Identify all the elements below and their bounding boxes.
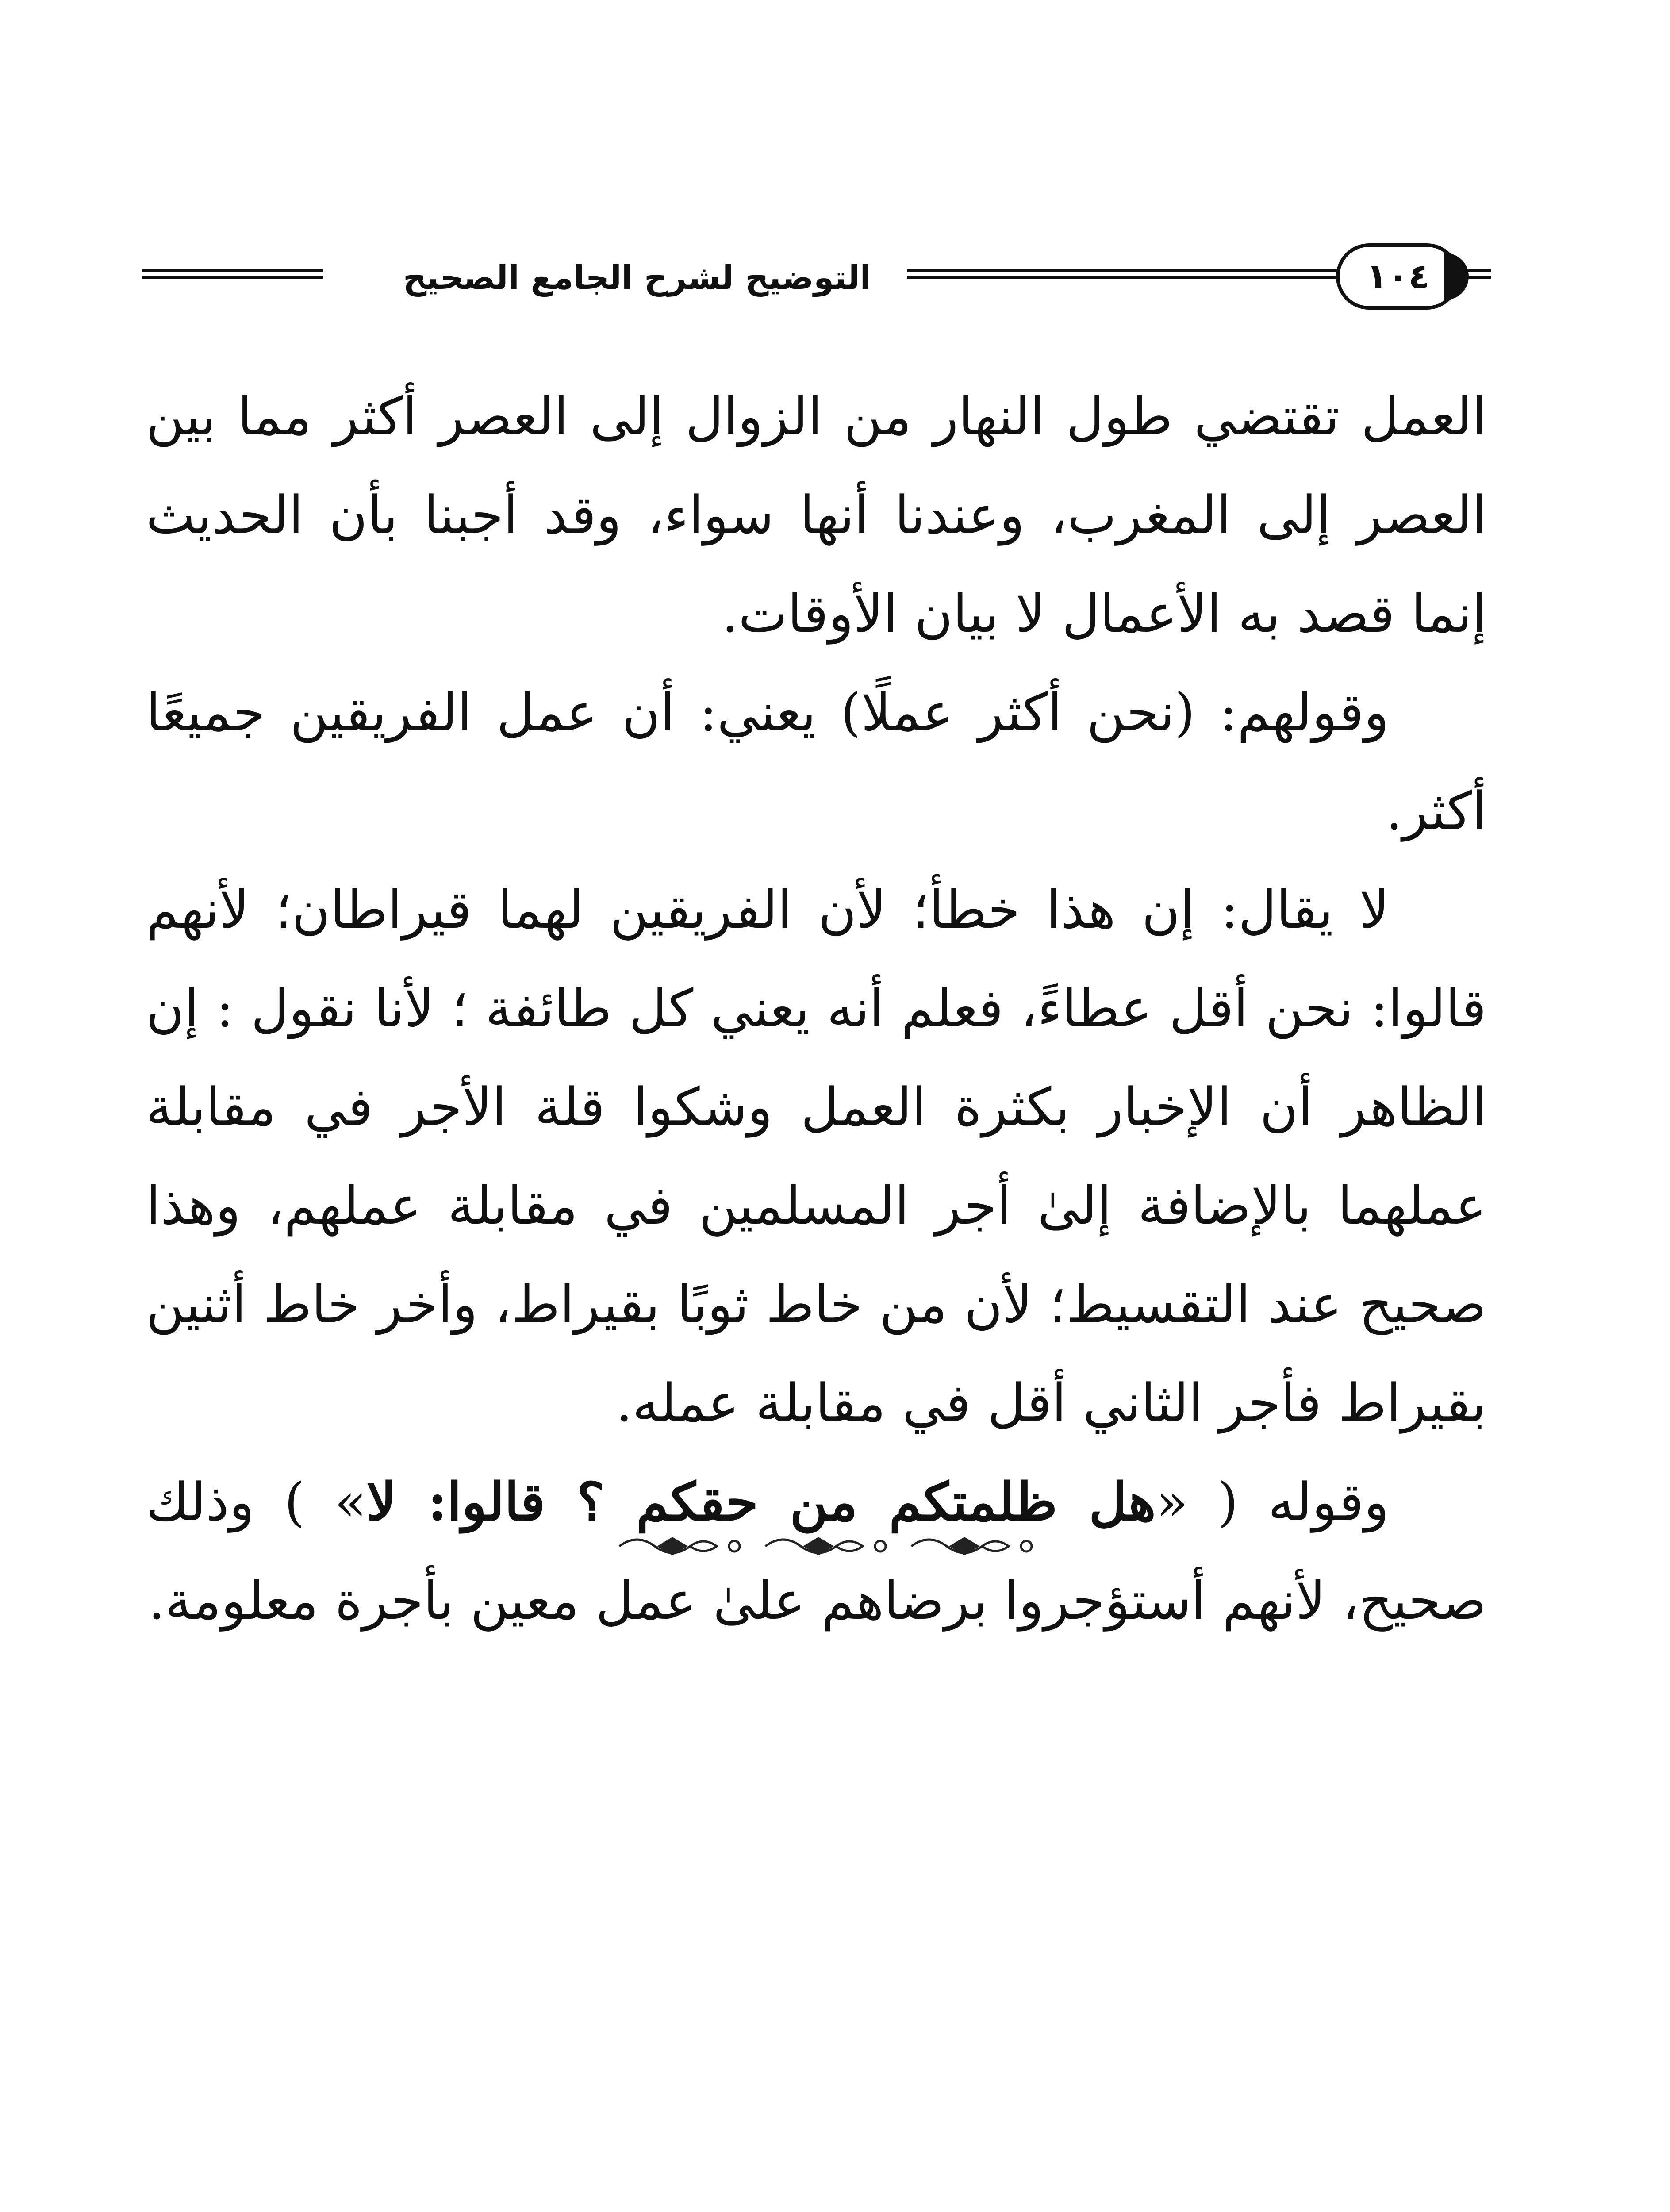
header-rule-right [907,269,1340,279]
paragraph-2: وقولهم: (نحن أكثر عملًا) يعني: أن عمل الفريقين جميعًا أكثر. [146,682,1486,841]
ornament-motif-icon [911,1538,1032,1554]
header-rule-left [142,269,323,279]
section-end-ornament [610,1528,1053,1564]
ornament-motif-icon [765,1538,886,1554]
hadith-quote: هل ظلمتكم من حقكم ؟ قالوا: لا [366,1471,1156,1532]
quote-continuation: » ) وذلك صحيح، لأنهم أستؤجروا برضاهم علىٰ عمل معين بأجرة معلومة. [146,1471,1486,1631]
running-title: التوضيح لشرح الجامع الصحيح [403,259,871,297]
ornament-motif-icon [619,1538,740,1554]
main-text [146,367,1486,1650]
page-number: ١٠٤ [1336,243,1460,310]
paragraph-1: العمل تقتضي طول النهار من الزوال إلى العصر أكثر مما بين العصر إلى المغرب، وعندنا أنها سواء، وقد أجبنا بأن الحديث إنما قصد به الأعمال لا بيان الأوقات. [146,386,1486,644]
page-header [142,241,1491,330]
quote-intro: وقوله ( « [1156,1471,1389,1532]
paragraph-3: لا يقال: إن هذا خطأ؛ لأن الفريقين لهما قيراطان؛ لأنهم قالوا: نحن أقل عطاءً، فعلم أنه يعني كل طائفة ؛ لأنا نقول : إن الظاهر أن الإخبار بكثرة العمل وشكوا قلة الأجر في مقابلة عملهما بالإضافة إلىٰ أجر المسلمين في مقابلة عملهم، وهذا صحيح عند التقسيط؛ لأن من خاط ثوبًا بقيراط، وأخر خاط أثنين بقيراط فأجر الثاني أقل في مقابلة عمله. [146,879,1486,1433]
